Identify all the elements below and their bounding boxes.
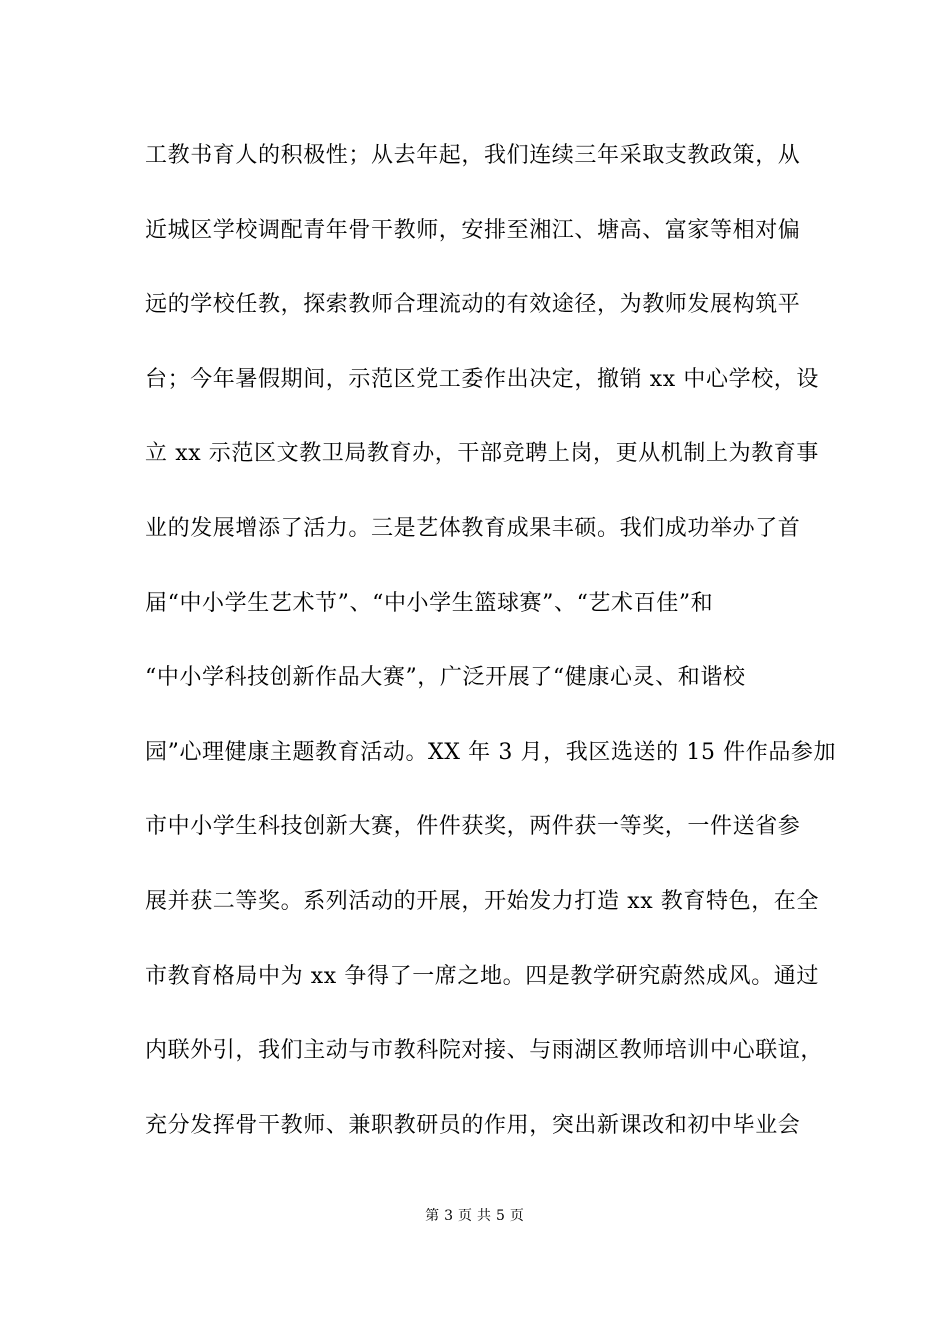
text-line: 园”心理健康主题教育活动。XX 年 3 月，我区选送的 15 件作品参加	[145, 739, 837, 765]
text-line: 立 xx 示范区文教卫局教育办，干部竞聘上岗，更从机制上为教育事	[145, 441, 820, 467]
text-line: 近城区学校调配青年骨干教师，安排至湘江、塘高、富家等相对偏	[145, 217, 801, 243]
text-line: 市教育格局中为 xx 争得了一席之地。四是教学研究蔚然成风。通过	[145, 963, 820, 989]
footer-total-pages: 5	[496, 1208, 506, 1224]
text-line: 展并获二等奖。系列活动的开展，开始发力打造 xx 教育特色，在全	[145, 888, 820, 914]
footer-label-suffix: 页	[509, 1208, 525, 1224]
text-line: “中小学科技创新作品大赛”，广泛开展了“健康心灵、和谐校	[145, 665, 746, 691]
footer-label-prefix: 第	[425, 1208, 441, 1224]
footer-label-total: 共	[477, 1208, 492, 1224]
text-line: 内联外引，我们主动与市教科院对接、与雨湖区教师培训中心联谊，	[145, 1038, 824, 1064]
text-line: 台；今年暑假期间，示范区党工委作出决定，撤销 xx 中心学校，设	[145, 366, 820, 392]
text-line: 充分发挥骨干教师、兼职教研员的作用，突出新课改和初中毕业会	[145, 1112, 801, 1138]
page-footer	[0, 1206, 950, 1226]
text-line: 届“中小学生艺术节”、“中小学生篮球赛”、“艺术百佳”和	[145, 590, 714, 616]
text-line: 业的发展增添了活力。三是艺体教育成果丰硕。我们成功举办了首	[145, 515, 801, 541]
footer-label-page: 页	[458, 1208, 473, 1224]
body-text	[145, 136, 845, 1180]
footer-current-page: 3	[444, 1208, 454, 1224]
text-line: 远的学校任教，探索教师合理流动的有效途径，为教师发展构筑平	[145, 292, 801, 318]
text-line: 工教书育人的积极性；从去年起，我们连续三年采取支教政策，从	[145, 143, 801, 168]
text-line: 市中小学生科技创新大赛，件件获奖，两件获一等奖，一件送省参	[145, 814, 801, 840]
